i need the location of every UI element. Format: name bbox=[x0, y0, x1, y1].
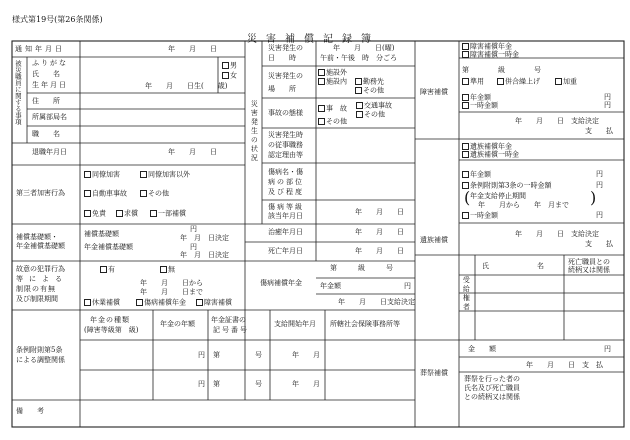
place-label-1: 災害発生の bbox=[268, 72, 303, 80]
funeral-amount-label: 金 額 bbox=[468, 345, 496, 353]
checkbox[interactable] bbox=[140, 171, 147, 178]
intent-kind-3[interactable] bbox=[196, 299, 232, 307]
cause-accident-option[interactable] bbox=[318, 105, 347, 113]
funeral-yen: 円 bbox=[604, 345, 611, 353]
checkbox[interactable] bbox=[160, 266, 167, 273]
option-label: 障害補償年金 bbox=[470, 42, 512, 51]
adjust-label-1: 条例附則第5条 bbox=[16, 346, 63, 354]
occurred-value-1: 年 月 日(曜) bbox=[333, 44, 395, 52]
wound-label-2: 病の部位 bbox=[268, 178, 304, 186]
intent-kind-1[interactable] bbox=[84, 299, 120, 307]
wound-label-3: 及び程度 bbox=[268, 188, 304, 196]
recog-value: 年 月 日 bbox=[355, 208, 404, 216]
adjust-col-amount: 年金の年額 bbox=[160, 320, 195, 328]
survivor-label: 遺族補償 bbox=[420, 236, 448, 244]
injured-side-label: 被災職員に関する事項 bbox=[13, 60, 22, 125]
sick-pension-amount-label: 年金額 bbox=[320, 282, 341, 290]
notify-date-value: 年 月 日 bbox=[168, 45, 217, 53]
dob-value: 年 月 日生( 歳) bbox=[145, 82, 228, 90]
checkbox[interactable] bbox=[356, 102, 363, 109]
yes-label: 有 bbox=[108, 265, 115, 274]
checkbox[interactable] bbox=[462, 94, 469, 101]
disability-apply-1[interactable] bbox=[462, 78, 484, 86]
funeral-pay: 年 月 日 支 払 bbox=[526, 361, 603, 369]
death-value: 年 月 日 bbox=[355, 247, 404, 255]
recipient-col-rel-1: 死亡職員との bbox=[568, 258, 610, 266]
adjust-label-2: による調整関係 bbox=[16, 356, 65, 364]
checkbox[interactable] bbox=[462, 171, 469, 178]
checkbox[interactable] bbox=[84, 190, 91, 197]
sex-female-label: 女 bbox=[230, 71, 237, 80]
checkbox[interactable] bbox=[462, 212, 469, 219]
recog-label-2: 該当年月日 bbox=[268, 212, 303, 220]
checkbox[interactable] bbox=[136, 299, 143, 306]
option-label: 勤務先 bbox=[363, 77, 384, 86]
adjust-row1-num: 号 bbox=[255, 351, 262, 359]
retire-label: 退職年月日 bbox=[32, 148, 67, 156]
intent-from: 年 月 日から bbox=[140, 279, 203, 287]
intent-to: 年 月 日まで bbox=[140, 288, 203, 296]
survivor-stop-yen: 円 bbox=[596, 181, 603, 189]
base-decided-1: 年 月 日決定 bbox=[180, 234, 229, 242]
adjust-col-kind-2: (障害等級第 級) bbox=[84, 326, 139, 334]
survivor-opt-2[interactable] bbox=[462, 151, 519, 159]
sick-pension-grade: 第 級 号 bbox=[330, 264, 393, 272]
option-label: 遺族補償一時金 bbox=[470, 150, 519, 159]
funeral-rel-1: 葬祭を行った者の bbox=[464, 375, 520, 383]
option-label: 準用 bbox=[470, 77, 484, 86]
kind-label: 休業補償 bbox=[92, 298, 120, 307]
third-party-option-5[interactable] bbox=[84, 210, 106, 218]
place-outside-option[interactable] bbox=[318, 69, 347, 77]
option-label: その他 bbox=[363, 86, 384, 95]
checkbox[interactable] bbox=[318, 118, 325, 125]
place-work-option[interactable] bbox=[355, 78, 384, 86]
occurrence-side-label: 災害発生の状況 bbox=[250, 100, 259, 163]
intent-label-4: 及び制限期間 bbox=[16, 295, 58, 303]
option-label: 同僚加害 bbox=[92, 170, 120, 179]
third-party-option-2[interactable] bbox=[140, 171, 190, 179]
adjust-col-cert-1: 年金証書の bbox=[211, 316, 246, 324]
adjust-row2-num: 号 bbox=[255, 380, 262, 388]
third-party-label: 第三者加害行為 bbox=[16, 189, 65, 197]
notify-date-label: 通知年月日 bbox=[15, 45, 65, 53]
checkbox[interactable] bbox=[84, 210, 91, 217]
intent-no-option[interactable] bbox=[160, 266, 175, 274]
survivor-pay-1: 年 月 日 支給決定 bbox=[515, 230, 599, 238]
cure-label: 治癒年月日 bbox=[268, 228, 303, 236]
third-party-option-1[interactable] bbox=[84, 171, 120, 179]
checkbox[interactable] bbox=[196, 299, 203, 306]
duty-label-3: 認定理由等 bbox=[268, 151, 303, 159]
sick-pension-yen: 円 bbox=[404, 282, 411, 290]
bracket-left: ( bbox=[464, 188, 471, 207]
survivor-pension-yen: 円 bbox=[596, 170, 603, 178]
retire-value: 年 月 日 bbox=[168, 148, 217, 156]
kind-label: 傷病補償年金 bbox=[144, 298, 186, 307]
base-yen-2: 円 bbox=[190, 243, 197, 251]
base-yen-1: 円 bbox=[190, 225, 197, 233]
option-label: 一時金額 bbox=[470, 101, 498, 110]
option-label: 障害補償一時金 bbox=[470, 50, 519, 59]
recipient-col-name: 氏 名 bbox=[482, 262, 548, 270]
checkbox[interactable] bbox=[462, 78, 469, 85]
checkbox[interactable] bbox=[555, 78, 562, 85]
adjust-row2-ym: 年 月 bbox=[292, 380, 320, 388]
checkbox[interactable] bbox=[84, 171, 91, 178]
intent-label-3: 制限の有無 bbox=[16, 285, 56, 293]
checkbox[interactable] bbox=[116, 210, 123, 217]
pension-base-label: 年金補償基礎額 bbox=[84, 243, 133, 251]
sex-female-option[interactable] bbox=[222, 72, 237, 80]
checkbox[interactable] bbox=[462, 151, 469, 158]
intent-kind-2[interactable] bbox=[136, 299, 186, 307]
survivor-stop[interactable] bbox=[462, 182, 551, 190]
checkbox[interactable] bbox=[84, 299, 91, 306]
checkbox[interactable] bbox=[462, 51, 469, 58]
intent-yes-option[interactable] bbox=[100, 266, 115, 274]
disability-apply-2[interactable] bbox=[497, 78, 540, 86]
option-label: 交通事故 bbox=[364, 101, 392, 110]
form-id: 様式第19号(第26条関係) bbox=[12, 15, 103, 24]
funeral-rel-3: との続柄又は関係 bbox=[464, 393, 520, 401]
option-label: 年金額 bbox=[470, 170, 491, 179]
third-party-option-4[interactable] bbox=[140, 190, 169, 198]
job-label: 職 名 bbox=[32, 130, 60, 138]
disability-pay-2: 支 払 bbox=[585, 127, 613, 135]
option-label: 求償 bbox=[124, 209, 138, 218]
remarks-label: 備 考 bbox=[16, 407, 44, 415]
option-label: 併合繰上げ bbox=[505, 77, 540, 86]
adjust-col-cert-2: 記号番号 bbox=[213, 326, 249, 334]
option-label: 年金額 bbox=[470, 93, 491, 102]
address-label: 住 所 bbox=[32, 97, 60, 105]
adjust-row1-ym: 年 月 bbox=[292, 351, 320, 359]
cause-traffic-option[interactable] bbox=[356, 102, 392, 110]
intent-label-2: 等による bbox=[16, 275, 68, 283]
checkbox[interactable] bbox=[462, 143, 469, 150]
duty-label-1: 災害発生時 bbox=[268, 131, 303, 139]
disability-lump-yen: 円 bbox=[604, 101, 611, 109]
sick-pension-label: 傷病補償年金 bbox=[260, 279, 302, 287]
cause-other-option-2[interactable] bbox=[318, 118, 347, 126]
place-inside-option[interactable] bbox=[318, 78, 347, 86]
survivor-lump-yen: 円 bbox=[596, 211, 603, 219]
adjust-col-start: 支給開始年月 bbox=[274, 320, 316, 328]
disability-label: 障害補償 bbox=[420, 88, 448, 96]
checkbox[interactable] bbox=[318, 105, 325, 112]
adjust-row2-sign: 第 bbox=[213, 380, 220, 388]
checkbox[interactable] bbox=[355, 87, 362, 94]
option-label: 一部補償 bbox=[158, 209, 186, 218]
dept-label: 所属部局名 bbox=[32, 113, 67, 121]
furigana-label: ふりがな bbox=[32, 59, 68, 67]
disability-pay-1: 年 月 日 支給決定 bbox=[515, 117, 599, 125]
disability-lump[interactable] bbox=[462, 102, 498, 110]
option-label: 一時金額 bbox=[470, 211, 498, 220]
option-label: 施設内 bbox=[326, 77, 347, 86]
occurred-value-2: 午前・午後 時 分ごろ bbox=[320, 54, 397, 62]
place-label-2: 場 所 bbox=[268, 85, 296, 93]
name-label: 氏 名 bbox=[32, 70, 60, 78]
option-label: 遺族補償年金 bbox=[470, 142, 512, 151]
checkbox[interactable] bbox=[355, 78, 362, 85]
base-label-1: 補償基礎額・ bbox=[16, 233, 58, 241]
intent-label-1: 故意の犯罪行為 bbox=[16, 265, 65, 273]
checkbox[interactable] bbox=[222, 72, 229, 79]
checkbox[interactable] bbox=[462, 43, 469, 50]
option-label: 同僚加害以外 bbox=[148, 170, 190, 179]
survivor-stop-range: 年 月から 年 月まで bbox=[478, 201, 569, 209]
checkbox[interactable] bbox=[150, 210, 157, 217]
recipient-col-rel-2: 続柄又は関係 bbox=[568, 266, 610, 274]
funeral-label: 葬祭補償 bbox=[420, 369, 448, 377]
third-party-option-3[interactable] bbox=[84, 190, 127, 198]
survivor-lump[interactable] bbox=[462, 212, 498, 220]
option-label: その他 bbox=[364, 110, 385, 119]
checkbox[interactable] bbox=[140, 190, 147, 197]
wound-label-1: 傷病名・傷 bbox=[268, 168, 303, 176]
occurred-label-2: 日 時 bbox=[268, 54, 296, 62]
checkbox[interactable] bbox=[318, 69, 325, 76]
checkbox[interactable] bbox=[497, 78, 504, 85]
cure-value: 年 月 日 bbox=[355, 228, 404, 236]
cause-label: 事故の態様 bbox=[268, 109, 303, 117]
survivor-stop-period: 年金支給停止期間 bbox=[470, 192, 526, 200]
checkbox[interactable] bbox=[100, 266, 107, 273]
place-other-option[interactable] bbox=[355, 87, 384, 95]
sick-pension-decided: 年 月 日支給決定 bbox=[338, 298, 415, 306]
duty-label-2: の従事職務 bbox=[268, 141, 303, 149]
adjust-row1-yen: 円 bbox=[198, 351, 205, 359]
disability-pension-yen: 円 bbox=[604, 93, 611, 101]
recipient-side-label: 受給権者 bbox=[462, 276, 471, 312]
dob-label: 生年月日 bbox=[32, 81, 68, 89]
third-party-option-6[interactable] bbox=[116, 210, 138, 218]
funeral-rel-2: 氏名及び死亡職員 bbox=[464, 384, 520, 392]
option-label: 加重 bbox=[563, 77, 577, 86]
comp-base-label: 補償基礎額 bbox=[84, 230, 119, 238]
recog-label-1: 傷病等級 bbox=[268, 203, 304, 211]
sex-male-label: 男 bbox=[230, 61, 237, 70]
checkbox[interactable] bbox=[318, 78, 325, 85]
third-party-option-7[interactable] bbox=[150, 210, 186, 218]
occurred-label-1: 災害発生の bbox=[268, 44, 303, 52]
bracket-right: ) bbox=[590, 188, 597, 207]
no-label: 無 bbox=[168, 265, 175, 274]
death-label: 死亡年月日 bbox=[268, 247, 303, 255]
option-label: 自動車事故 bbox=[92, 189, 127, 198]
disability-opt-2[interactable] bbox=[462, 51, 519, 59]
cause-other-option-1[interactable] bbox=[356, 111, 385, 119]
sex-male-option[interactable] bbox=[222, 62, 237, 70]
adjust-row1-sign: 第 bbox=[213, 351, 220, 359]
adjust-col-kind-1: 年金の種類 bbox=[90, 316, 130, 324]
survivor-pension[interactable] bbox=[462, 171, 491, 179]
disability-apply-3[interactable] bbox=[555, 78, 577, 86]
checkbox[interactable] bbox=[462, 102, 469, 109]
adjust-row2-yen: 円 bbox=[198, 380, 205, 388]
survivor-pay-2: 支 払 bbox=[585, 240, 613, 248]
checkbox[interactable] bbox=[222, 62, 229, 69]
adjust-col-office: 所轄社会保険事務所等 bbox=[330, 320, 400, 328]
base-label-2: 年金補償基礎額 bbox=[16, 242, 65, 250]
option-label: その他 bbox=[326, 117, 347, 126]
form-title: 災害補償記録簿 bbox=[247, 34, 380, 45]
option-label: その他 bbox=[148, 189, 169, 198]
option-label: 条例附則第3条の一時金額 bbox=[470, 181, 552, 190]
base-decided-2: 年 月 日決定 bbox=[180, 251, 229, 259]
option-label: 事 故 bbox=[326, 104, 347, 113]
option-label: 免責 bbox=[92, 209, 106, 218]
disability-grade: 第 級 号 bbox=[462, 66, 543, 74]
checkbox[interactable] bbox=[356, 111, 363, 118]
kind-label: 障害補償 bbox=[204, 298, 232, 307]
option-label: 施設外 bbox=[326, 68, 347, 77]
